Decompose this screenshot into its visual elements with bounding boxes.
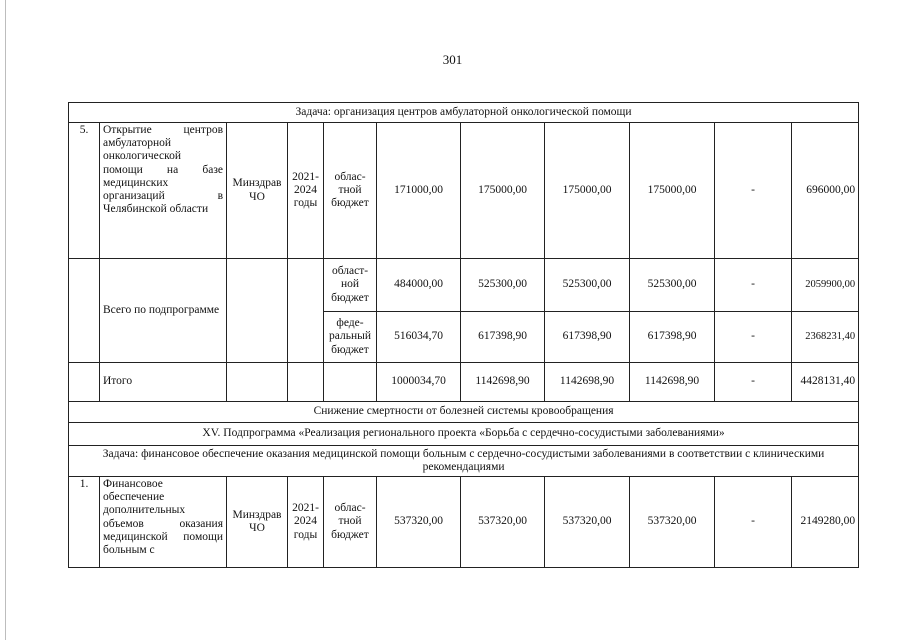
table-row (69, 103, 859, 123)
amount-cell: 537320,00 (377, 477, 461, 568)
subprogram-heading: XV. Подпрограмма «Реализация регионального проекта «Борьба с сердечно-сосудистыми заболеваниями» (69, 423, 859, 446)
amount-cell: 537320,00 (630, 477, 715, 568)
task-heading-oncology: Задача: организация центров амбулаторной онкологической помощи (69, 103, 859, 123)
amount-cell: 1142698,90 (630, 363, 715, 402)
empty-cell (69, 259, 100, 363)
funding-source-cell: област-ной бюджет (324, 259, 377, 312)
amount-cell: 1000034,70 (377, 363, 461, 402)
empty-cell (324, 363, 377, 402)
funding-source-cell: феде-ральный бюджет (324, 312, 377, 363)
amount-cell: - (715, 123, 792, 259)
total-cell: 2149280,00 (792, 477, 859, 568)
table-row (69, 446, 859, 477)
row-number: 1. (69, 477, 100, 568)
amount-cell: - (715, 259, 792, 312)
empty-cell (288, 259, 324, 363)
empty-cell (227, 259, 288, 363)
table-row (69, 123, 859, 259)
funding-source-cell: облас-тной бюджет (324, 123, 377, 259)
table-row (69, 363, 859, 402)
total-cell: 2368231,40 (792, 312, 859, 363)
amount-cell: 175000,00 (630, 123, 715, 259)
total-cell: 4428131,40 (792, 363, 859, 402)
amount-cell: 537320,00 (545, 477, 630, 568)
amount-cell: - (715, 312, 792, 363)
page-margin-rule (5, 0, 6, 640)
amount-cell: 175000,00 (545, 123, 630, 259)
amount-cell: 537320,00 (461, 477, 545, 568)
row-number: 5. (69, 123, 100, 259)
table-row (69, 402, 859, 423)
event-name: Финансовое обеспечение дополнительных объемов оказания медицинской помощи больным с (103, 478, 223, 557)
amount-cell: 525300,00 (545, 259, 630, 312)
table-row (69, 477, 859, 568)
table-row (69, 423, 859, 446)
task-heading-cardio: Задача: финансовое обеспечение оказания медицинской помощи больным с сердечно-сосудистыми заболеваниями в соответствии с клиническими рекомендациями (69, 446, 859, 477)
amount-cell: 525300,00 (630, 259, 715, 312)
amount-cell: 171000,00 (377, 123, 461, 259)
amount-cell: 525300,00 (461, 259, 545, 312)
period-cell: 2021-2024 годы (288, 123, 324, 259)
empty-cell (288, 363, 324, 402)
event-name: Открытие центров амбулаторной онкологической помощи на базе медицинских организаций в Челябинской области (100, 123, 227, 259)
amount-cell: - (715, 363, 792, 402)
amount-cell: 175000,00 (461, 123, 545, 259)
amount-cell: 1142698,90 (461, 363, 545, 402)
amount-cell: 617398,90 (545, 312, 630, 363)
budget-table (68, 102, 859, 568)
page-number: 301 (442, 52, 463, 67)
section-heading: Снижение смертности от болезней системы кровообращения (69, 402, 859, 423)
period-cell: 2021-2024 годы (288, 477, 324, 568)
funding-source-cell: облас-тной бюджет (324, 477, 377, 568)
executor-cell: Минздрав ЧО (227, 123, 288, 259)
amount-cell: 617398,90 (630, 312, 715, 363)
empty-cell (227, 363, 288, 402)
total-cell: 2059900,00 (792, 259, 859, 312)
itogo-label: Итого (100, 363, 227, 402)
total-cell: 696000,00 (792, 123, 859, 259)
amount-cell: 1142698,90 (545, 363, 630, 402)
executor-cell: Минздрав ЧО (227, 477, 288, 568)
amount-cell: 484000,00 (377, 259, 461, 312)
amount-cell: 617398,90 (461, 312, 545, 363)
subprogram-total-label: Всего по подпрограмме (100, 259, 227, 363)
table-row (69, 259, 859, 312)
event-name-cell (100, 477, 227, 568)
amount-cell: 516034,70 (377, 312, 461, 363)
amount-cell: - (715, 477, 792, 568)
empty-cell (69, 363, 100, 402)
